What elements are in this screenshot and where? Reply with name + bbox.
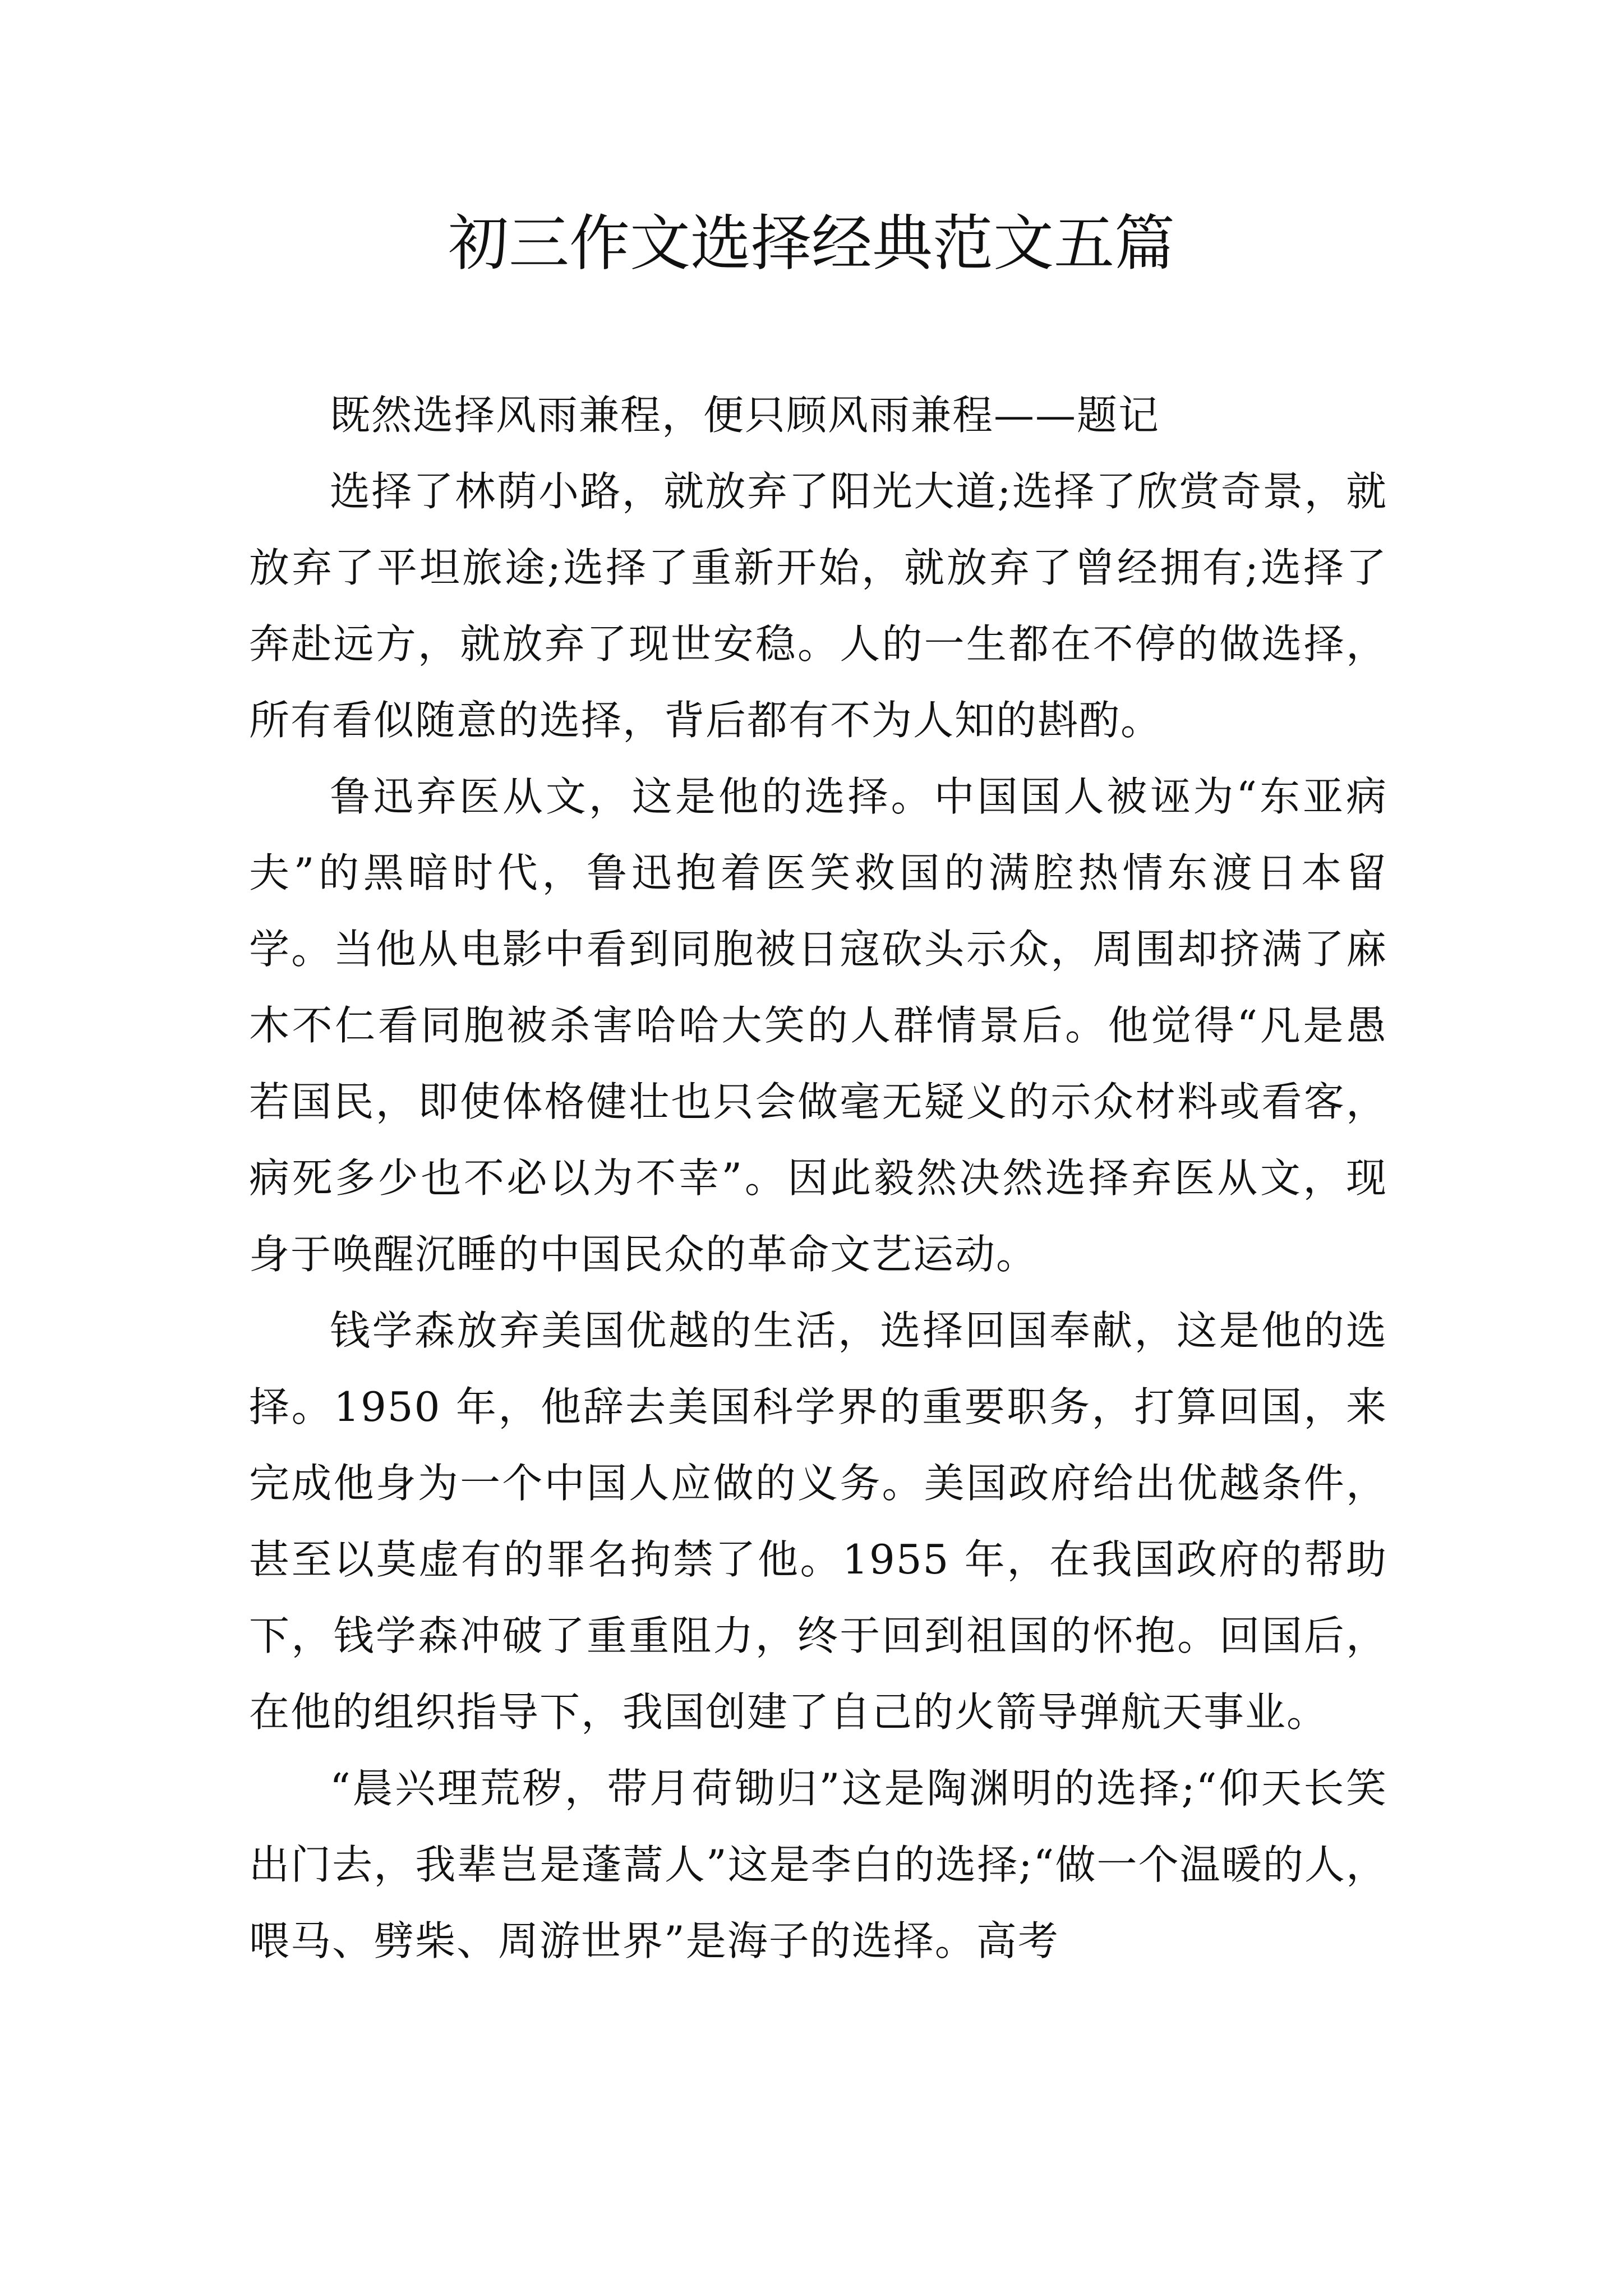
document-body [249,377,1387,1979]
paragraph-poets: “晨兴理荒秽，带月荷锄归”这是陶渊明的选择;“仰天长笑出门去，我辈岂是蓬蒿人”这是李白的选择;“做一个温暖的人，喂马、劈柴、周游世界”是海子的选择。高考 [249,1765,1387,1964]
paragraph-lu-xun: 鲁迅弃医从文，这是他的选择。中国国人被诬为“东亚病夫”的黑暗时代，鲁迅抱着医笑救国的满腔热情东渡日本留学。当他从电影中看到同胞被日寇砍头示众，周围却挤满了麻木不仁看同胞被杀害哈哈大笑的人群情景后。他觉得“凡是愚若国民，即使体格健壮也只会做毫无疑义的示众材料或看客，病死多少也不必以为不幸”。因此毅然决然选择弃医从文，现身于唤醒沉睡的中国民众的革命文艺运动。 [249,773,1387,1278]
paragraph-epigraph: 既然选择风雨兼程，便只顾风雨兼程——题记 [330,392,1160,439]
paragraph-qian-xuesen: 钱学森放弃美国优越的生活，选择回国奉献，这是他的选择。1950 年，他辞去美国科学界的重要职务，打算回国，来完成他身为一个中国人应做的义务。美国政府给出优越条件，甚至以莫虚有的罪名拘禁了他。1955 年，在我国政府的帮助下，钱学森冲破了重重阻力，终于回到祖国的怀抱。回国后，在他的组织指导下，我国创建了自己的火箭导弹航天事业。 [249,1307,1387,1736]
paragraph-choices: 选择了林荫小路，就放弃了阳光大道;选择了欣赏奇景，就放弃了平坦旅途;选择了重新开始，就放弃了曾经拥有;选择了奔赴远方，就放弃了现世安稳。人的一生都在不停的做选择，所有看似随意的选择，背后都有不为人知的斟酌。 [249,468,1387,744]
document-title: 初三作文选择经典范文五篇 [448,209,1175,279]
